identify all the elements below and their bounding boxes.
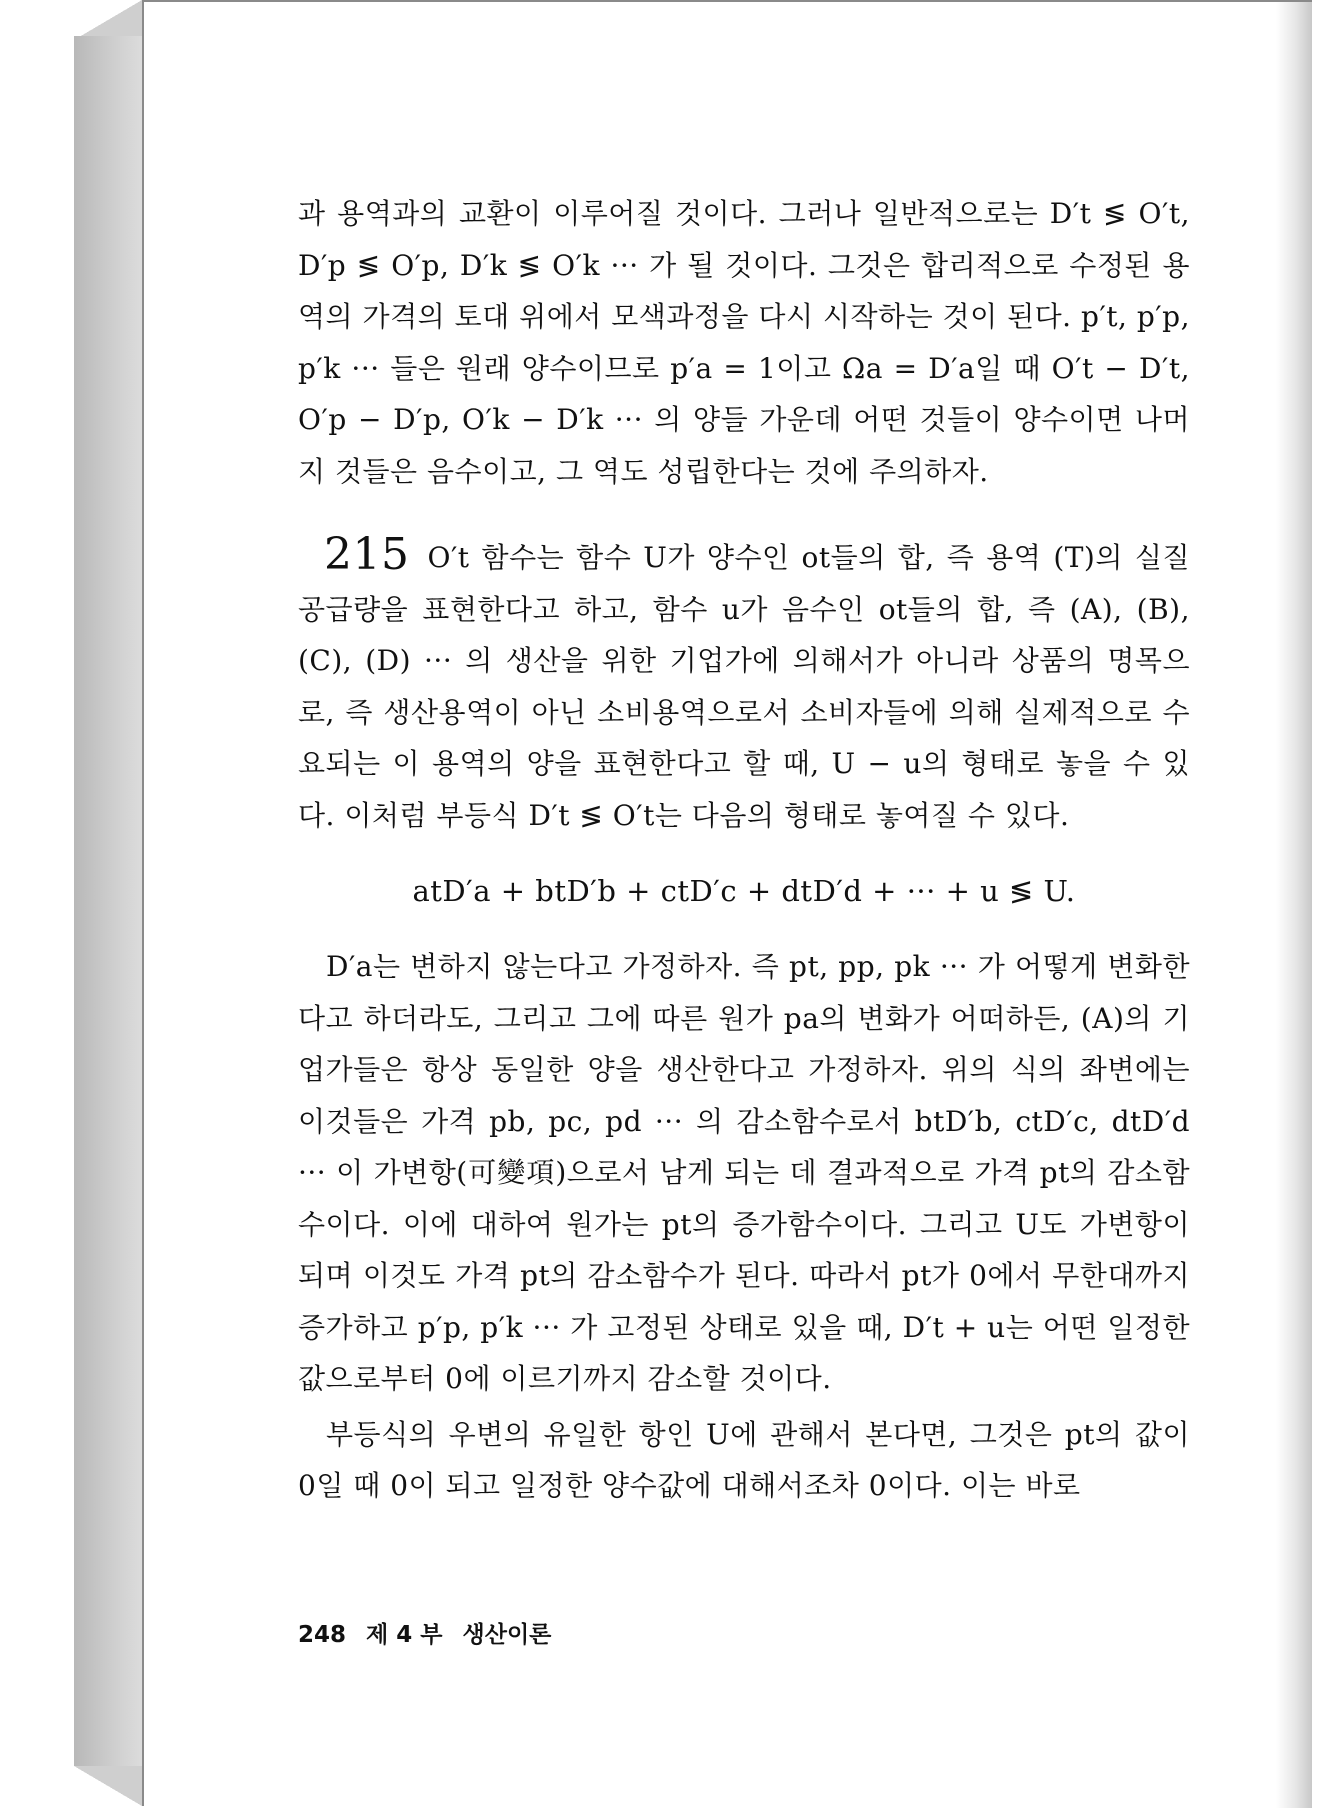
- paragraph-assumption: D′a는 변하지 않는다고 가정하자. 즉 pt, pp, pk ··· 가 어떻게 변화한다고 하더라도, 그리고 그에 따른 원가 pa의 변화가 어떠하든, (A)의 기업가들은 항상 동일한 양을 생산한다고 가정하자. 위의 식의 좌변에는 이것들은 가격 pb, pc, pd ··· 의 감소함수로서 btD′b, ctD′c, dtD′d ··· 이 가변항(可變項)으로서 남게 되는 데 결과적으로 가격 pt의 감소함수이다. 이에 대하여 원가는 pt의 증가함수이다. 그리고 U도 가변항이 되며 이것도 가격 pt의 감소함수가 된다. 따라서 pt가 0에서 무한대까지 증가하고 p′p, p′k ··· 가 고정된 상태로 있을 때, D′t + u는 어떤 일정한 값으로부터 0에 이르기까지 감소할 것이다.: [298, 950, 1190, 1395]
- section-text: O′t 함수는 함수 U가 양수인 ot들의 합, 즉 용역 (T)의 실질공급량을 표현한다고 하고, 함수 u가 음수인 ot들의 합, 즉 (A), (B), (C), (D) ··· 의 생산을 위한 기업가에 의해서가 아니라 상품의 명목으로, 즉 생산용역이 아닌 소비용역으로서 소비자들에 의해 실제적으로 수요되는 이 용역의 양을 표현한다고 할 때, U − u의 형태로 놓을 수 있다. 이처럼 부등식 D′t ≶ O′t는 다음의 형태로 놓여질 수 있다.: [298, 541, 1190, 832]
- page-content: [298, 188, 1190, 1512]
- page-footer: [298, 1616, 563, 1649]
- chapter-title: 생산이론: [462, 1622, 552, 1648]
- book-spine: [74, 36, 142, 1806]
- page-edge-shadow: [1276, 2, 1312, 1808]
- section-number: 215: [324, 529, 410, 580]
- paragraph-right-side: 부등식의 우변의 유일한 항인 U에 관해서 본다면, 그것은 pt의 값이 0일 때 0이 되고 일정한 양수값에 대해서조차 0이다. 이는 바로: [298, 1417, 1190, 1502]
- book-spine-bottom: [74, 1766, 142, 1806]
- part-label: 제 4 부: [366, 1622, 443, 1648]
- book-top-edge: [74, 0, 142, 40]
- paragraph-continuation: 과 용역과의 교환이 이루어질 것이다. 그러나 일반적으로는 D′t ≶ O′t, D′p ≶ O′p, D′k ≶ O′k ··· 가 될 것이다. 그것은 합리적으로 수정된 용역의 가격의 토대 위에서 모색과정을 다시 시작하는 것이 된다. p′t, p′p, p′k ··· 들은 원래 양수이므로 p′a = 1이고 Ωa = D′a일 때 O′t − D′t, O′p − D′p, O′k − D′k ··· 의 양들 가운데 어떤 것들이 양수이면 나머지 것들은 음수이고, 그 역도 성립한다는 것에 주의하자.: [298, 197, 1190, 488]
- equation: atD′a + btD′b + ctD′c + dtD′d + ··· + u ≶ U.: [412, 874, 1076, 908]
- page-number: 248: [298, 1622, 347, 1648]
- section-paragraph: [298, 529, 1190, 841]
